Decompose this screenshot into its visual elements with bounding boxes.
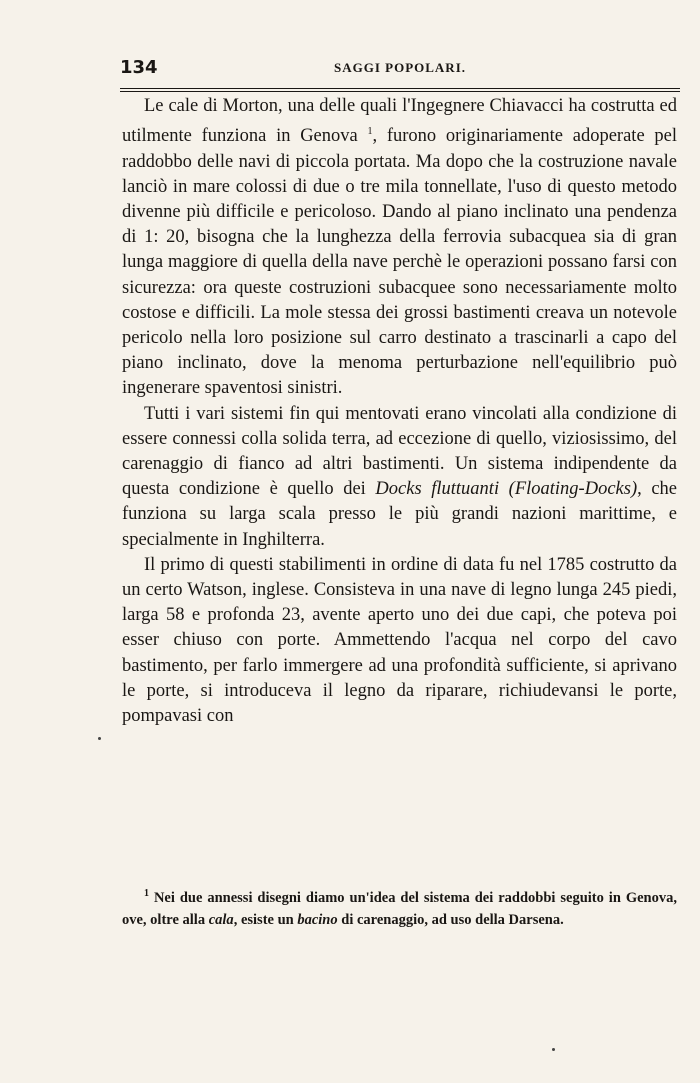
footnote-marker: 1	[144, 888, 149, 899]
floating-docks-term: Docks fluttuanti (Floating-Docks)	[375, 479, 638, 500]
footnote-term-bacino: bacino	[297, 911, 338, 928]
paragraph-1-end: , furono originariamente adoperate pel raddobbo delle navi di piccola portata. Ma dopo che la costruzione navale lanciò in mare colossi di due o tre mila tonnellate, l'uso di questo metodo divenne più difficile e pericoloso. Dando al piano inclinato una pendenza di 1: 20, bisogna che la lunghezza della ferrovia subacquea sia di gran lunga maggiore di quella della nave perchè le operazioni possano farsi con sicurezza: ora queste costruzioni subacquee sono necessariamente molto costose e difficili. La mole stessa dei grossi bastimenti creava un notevole pericolo nella loro posizione sul carro destinato a trascinarli a capo del piano inclinato, dove la menoma perturbazione nell'equilibrio può ingenerare spaventosi sinistri.	[122, 126, 677, 399]
page-header	[120, 57, 680, 83]
paragraph-2-start: Tutti i vari sistemi fin qui mentovati erano vincolati alla condizione di essere connessi colla solida terra, ad eccezione di quello, viziosissimo, del carenaggio di fianco ad altri bastimenti. Un sistema indipendente da questa condizione è quello dei	[122, 403, 677, 500]
footnote-reference: 1	[367, 126, 373, 138]
paragraph-3: Il primo di questi stabilimenti in ordine di data fu nel 1785 costrutto da un certo Watson, inglese. Consisteva in una nave di legno lunga 245 piedi, larga 58 e profonda 23, avente aperto uno dei due capi, che poteva poi esser chiuso con porte. Ammettendo l'acqua nel corpo del cavo bastimento, per farlo immergere ad una profondità sufficiente, si aprivano le porte, si introduceva il legno da riparare, richiudevansi le porte, pompavasi con	[122, 554, 677, 727]
page-number: 134	[120, 57, 158, 78]
page-speck	[552, 1048, 555, 1051]
running-title: SAGGI POPOLARI.	[333, 60, 466, 75]
footnote-part-2: , esiste un	[233, 911, 298, 928]
footnote-text	[122, 883, 677, 931]
footnote	[122, 883, 677, 931]
body-text	[122, 94, 677, 729]
footnote-part-1: Nei due annessi disegni diamo un'idea del sistema dei raddobbi seguito in Genova, ove, oltre alla	[122, 889, 677, 928]
page-speck	[98, 737, 101, 740]
paragraph-2-end: , che funziona su larga scala presso le più grandi nazioni marittime, e specialmente in Inghilterra.	[122, 479, 677, 550]
paragraph-1-start: Le cale di Morton, una delle quali l'Ingegnere Chiavacci ha costrutta ed utilmente funziona in Genova	[122, 96, 677, 147]
paragraph-2	[122, 402, 677, 553]
footnote-part-3: di carenaggio, ad uso della Darsena.	[337, 911, 564, 928]
paragraph-1	[122, 94, 677, 402]
footnote-term-cala: cala	[208, 911, 234, 928]
header-rule	[120, 88, 680, 92]
